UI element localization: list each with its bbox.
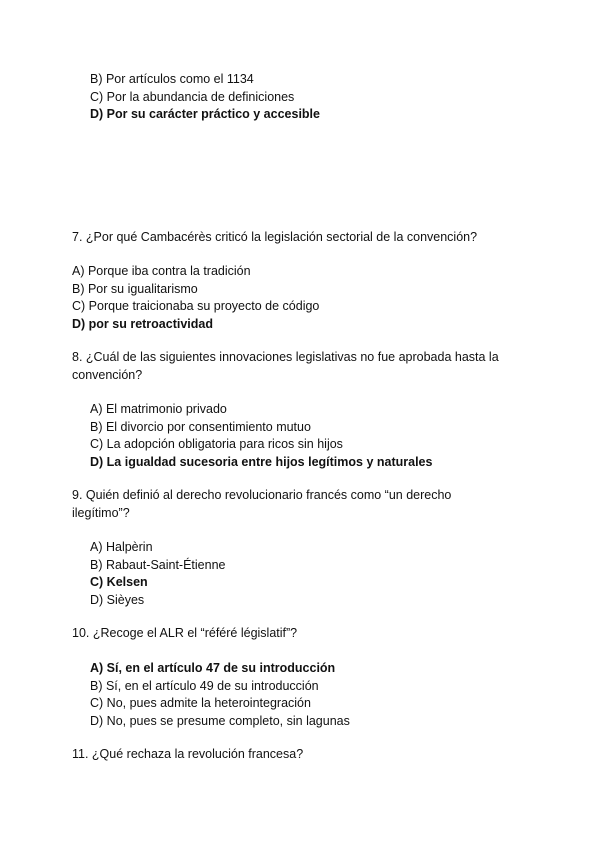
q10-option-d: D) No, pues se presume completo, sin lagunas bbox=[90, 713, 350, 728]
q7-option-c: C) Porque traicionaba su proyecto de código bbox=[72, 299, 320, 313]
q9-option-d: D) Sièyes bbox=[90, 592, 145, 607]
q9-text-line1: 9. Quién definió al derecho revolucionario francés como “un derecho bbox=[72, 488, 452, 502]
question-11 bbox=[72, 746, 542, 764]
question-9-options bbox=[72, 539, 542, 609]
q9-option-a: A) Halpèrin bbox=[90, 540, 153, 554]
question-10 bbox=[72, 625, 542, 643]
q9-option-b: B) Rabaut-Saint-Étienne bbox=[90, 557, 226, 572]
q6-option-d-correct: D) Por su carácter práctico y accesible bbox=[90, 107, 320, 121]
q7-option-b: B) Por su igualitarismo bbox=[72, 281, 198, 296]
question-7-options bbox=[72, 263, 542, 333]
question-6-options bbox=[72, 71, 542, 124]
q11-text: 11. ¿Qué rechaza la revolución francesa? bbox=[72, 747, 304, 761]
q8-text-line2: convención? bbox=[72, 367, 143, 382]
q8-text-line1: 8. ¿Cuál de las siguientes innovaciones legislativas no fue aprobada hasta la bbox=[72, 350, 499, 364]
q7-option-d-correct: D) por su retroactividad bbox=[72, 316, 213, 331]
q7-text: 7. ¿Por qué Cambacérès criticó la legislación sectorial de la convención? bbox=[72, 230, 478, 244]
q6-option-b: B) Por artículos como el 1134 bbox=[90, 72, 254, 86]
question-9 bbox=[72, 487, 542, 522]
q9-text-line2: ilegítimo”? bbox=[72, 505, 130, 520]
q7-option-a: A) Porque iba contra la tradición bbox=[72, 264, 251, 278]
q6-option-c: C) Por la abundancia de definiciones bbox=[90, 89, 295, 104]
q10-option-b: B) Sí, en el artículo 49 de su introducción bbox=[90, 678, 319, 693]
q10-option-c: C) No, pues admite la heterointegración bbox=[90, 696, 311, 710]
question-7 bbox=[72, 229, 542, 247]
q8-option-d-correct: D) La igualdad sucesoria entre hijos legítimos y naturales bbox=[90, 454, 433, 469]
question-10-options bbox=[72, 660, 542, 730]
q10-text: 10. ¿Recoge el ALR el “référé législatif”? bbox=[72, 626, 298, 640]
question-8-options bbox=[72, 401, 542, 471]
q9-option-c-correct: C) Kelsen bbox=[90, 575, 148, 589]
q10-option-a-correct: A) Sí, en el artículo 47 de su introducción bbox=[90, 661, 336, 675]
q8-option-a: A) El matrimonio privado bbox=[90, 402, 227, 416]
q8-option-c: C) La adopción obligatoria para ricos sin hijos bbox=[90, 437, 343, 451]
question-8 bbox=[72, 349, 542, 384]
q8-option-b: B) El divorcio por consentimiento mutuo bbox=[90, 419, 311, 434]
